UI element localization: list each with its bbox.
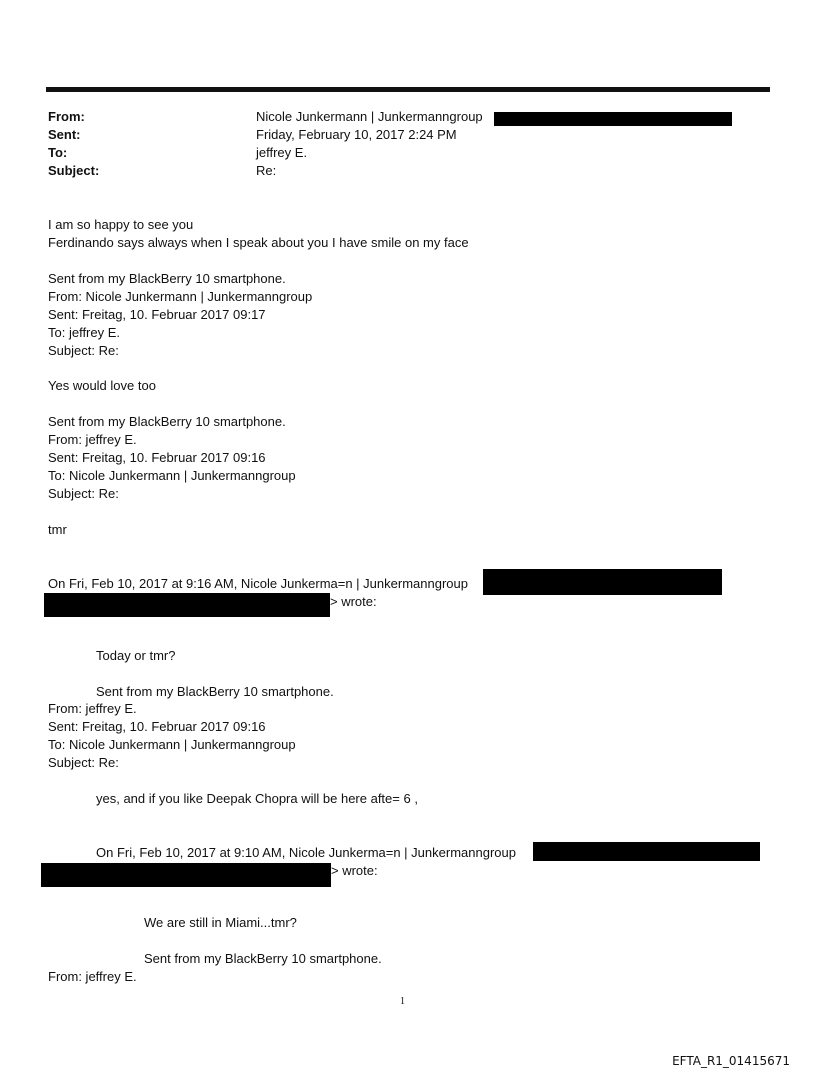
body-line: Subject: Re:: [48, 343, 119, 358]
body-line: Today or tmr?: [96, 648, 176, 663]
redaction-box: [494, 112, 732, 126]
document-id: EFTA_R1_01415671: [672, 1054, 790, 1068]
page-number: 1: [400, 996, 405, 1007]
quote-header-line: On Fri, Feb 10, 2017 at 9:10 AM, Nicole Junkerma=n | Junkermanngroup: [96, 845, 516, 860]
body-line: From: Nicole Junkermann | Junkermanngroup: [48, 289, 313, 304]
from-label: From:: [48, 109, 85, 124]
body-line: Ferdinando says always when I speak about you I have smile on my face: [48, 235, 469, 250]
subject-label: Subject:: [48, 163, 100, 178]
body-line: To: Nicole Junkermann | Junkermanngroup: [48, 468, 296, 483]
body-line: From: jeffrey E.: [48, 969, 137, 984]
body-line: From: jeffrey E.: [48, 701, 137, 716]
redaction-box: [41, 863, 331, 887]
body-line: Yes would love too: [48, 378, 156, 393]
body-line: Sent from my BlackBerry 10 smartphone.: [144, 951, 382, 966]
body-line: yes, and if you like Deepak Chopra will be here afte= 6 ,: [96, 791, 418, 806]
quote-header-line: > wrote:: [330, 594, 377, 609]
to-label: To:: [48, 145, 68, 160]
body-line: Sent from my BlackBerry 10 smartphone.: [48, 271, 286, 286]
body-line: Sent: Freitag, 10. Februar 2017 09:17: [48, 307, 266, 322]
body-line: From: jeffrey E.: [48, 432, 137, 447]
body-line: Sent: Freitag, 10. Februar 2017 09:16: [48, 719, 266, 734]
body-line: We are still in Miami...tmr?: [144, 915, 297, 930]
redaction-box: [483, 569, 722, 595]
to-value: jeffrey E.: [256, 145, 308, 160]
quote-header-line: > wrote:: [331, 863, 378, 878]
redaction-box: [44, 593, 330, 617]
subject-value: Re:: [256, 163, 277, 178]
sent-label: Sent:: [48, 127, 81, 142]
body-line: Sent from my BlackBerry 10 smartphone.: [96, 684, 334, 699]
body-line: Subject: Re:: [48, 755, 119, 770]
quote-header-line: On Fri, Feb 10, 2017 at 9:16 AM, Nicole Junkerma=n | Junkermanngroup: [48, 576, 468, 591]
header-rule: [46, 87, 770, 92]
body-line: I am so happy to see you: [48, 217, 194, 232]
body-line: To: jeffrey E.: [48, 325, 121, 340]
from-value: Nicole Junkermann | Junkermanngroup: [256, 109, 483, 124]
body-line: Subject: Re:: [48, 486, 119, 501]
body-line: Sent from my BlackBerry 10 smartphone.: [48, 414, 286, 429]
redaction-box: [533, 842, 760, 861]
sent-value: Friday, February 10, 2017 2:24 PM: [256, 127, 457, 142]
body-line: Sent: Freitag, 10. Februar 2017 09:16: [48, 450, 266, 465]
body-line: tmr: [48, 522, 67, 537]
body-line: To: Nicole Junkermann | Junkermanngroup: [48, 737, 296, 752]
